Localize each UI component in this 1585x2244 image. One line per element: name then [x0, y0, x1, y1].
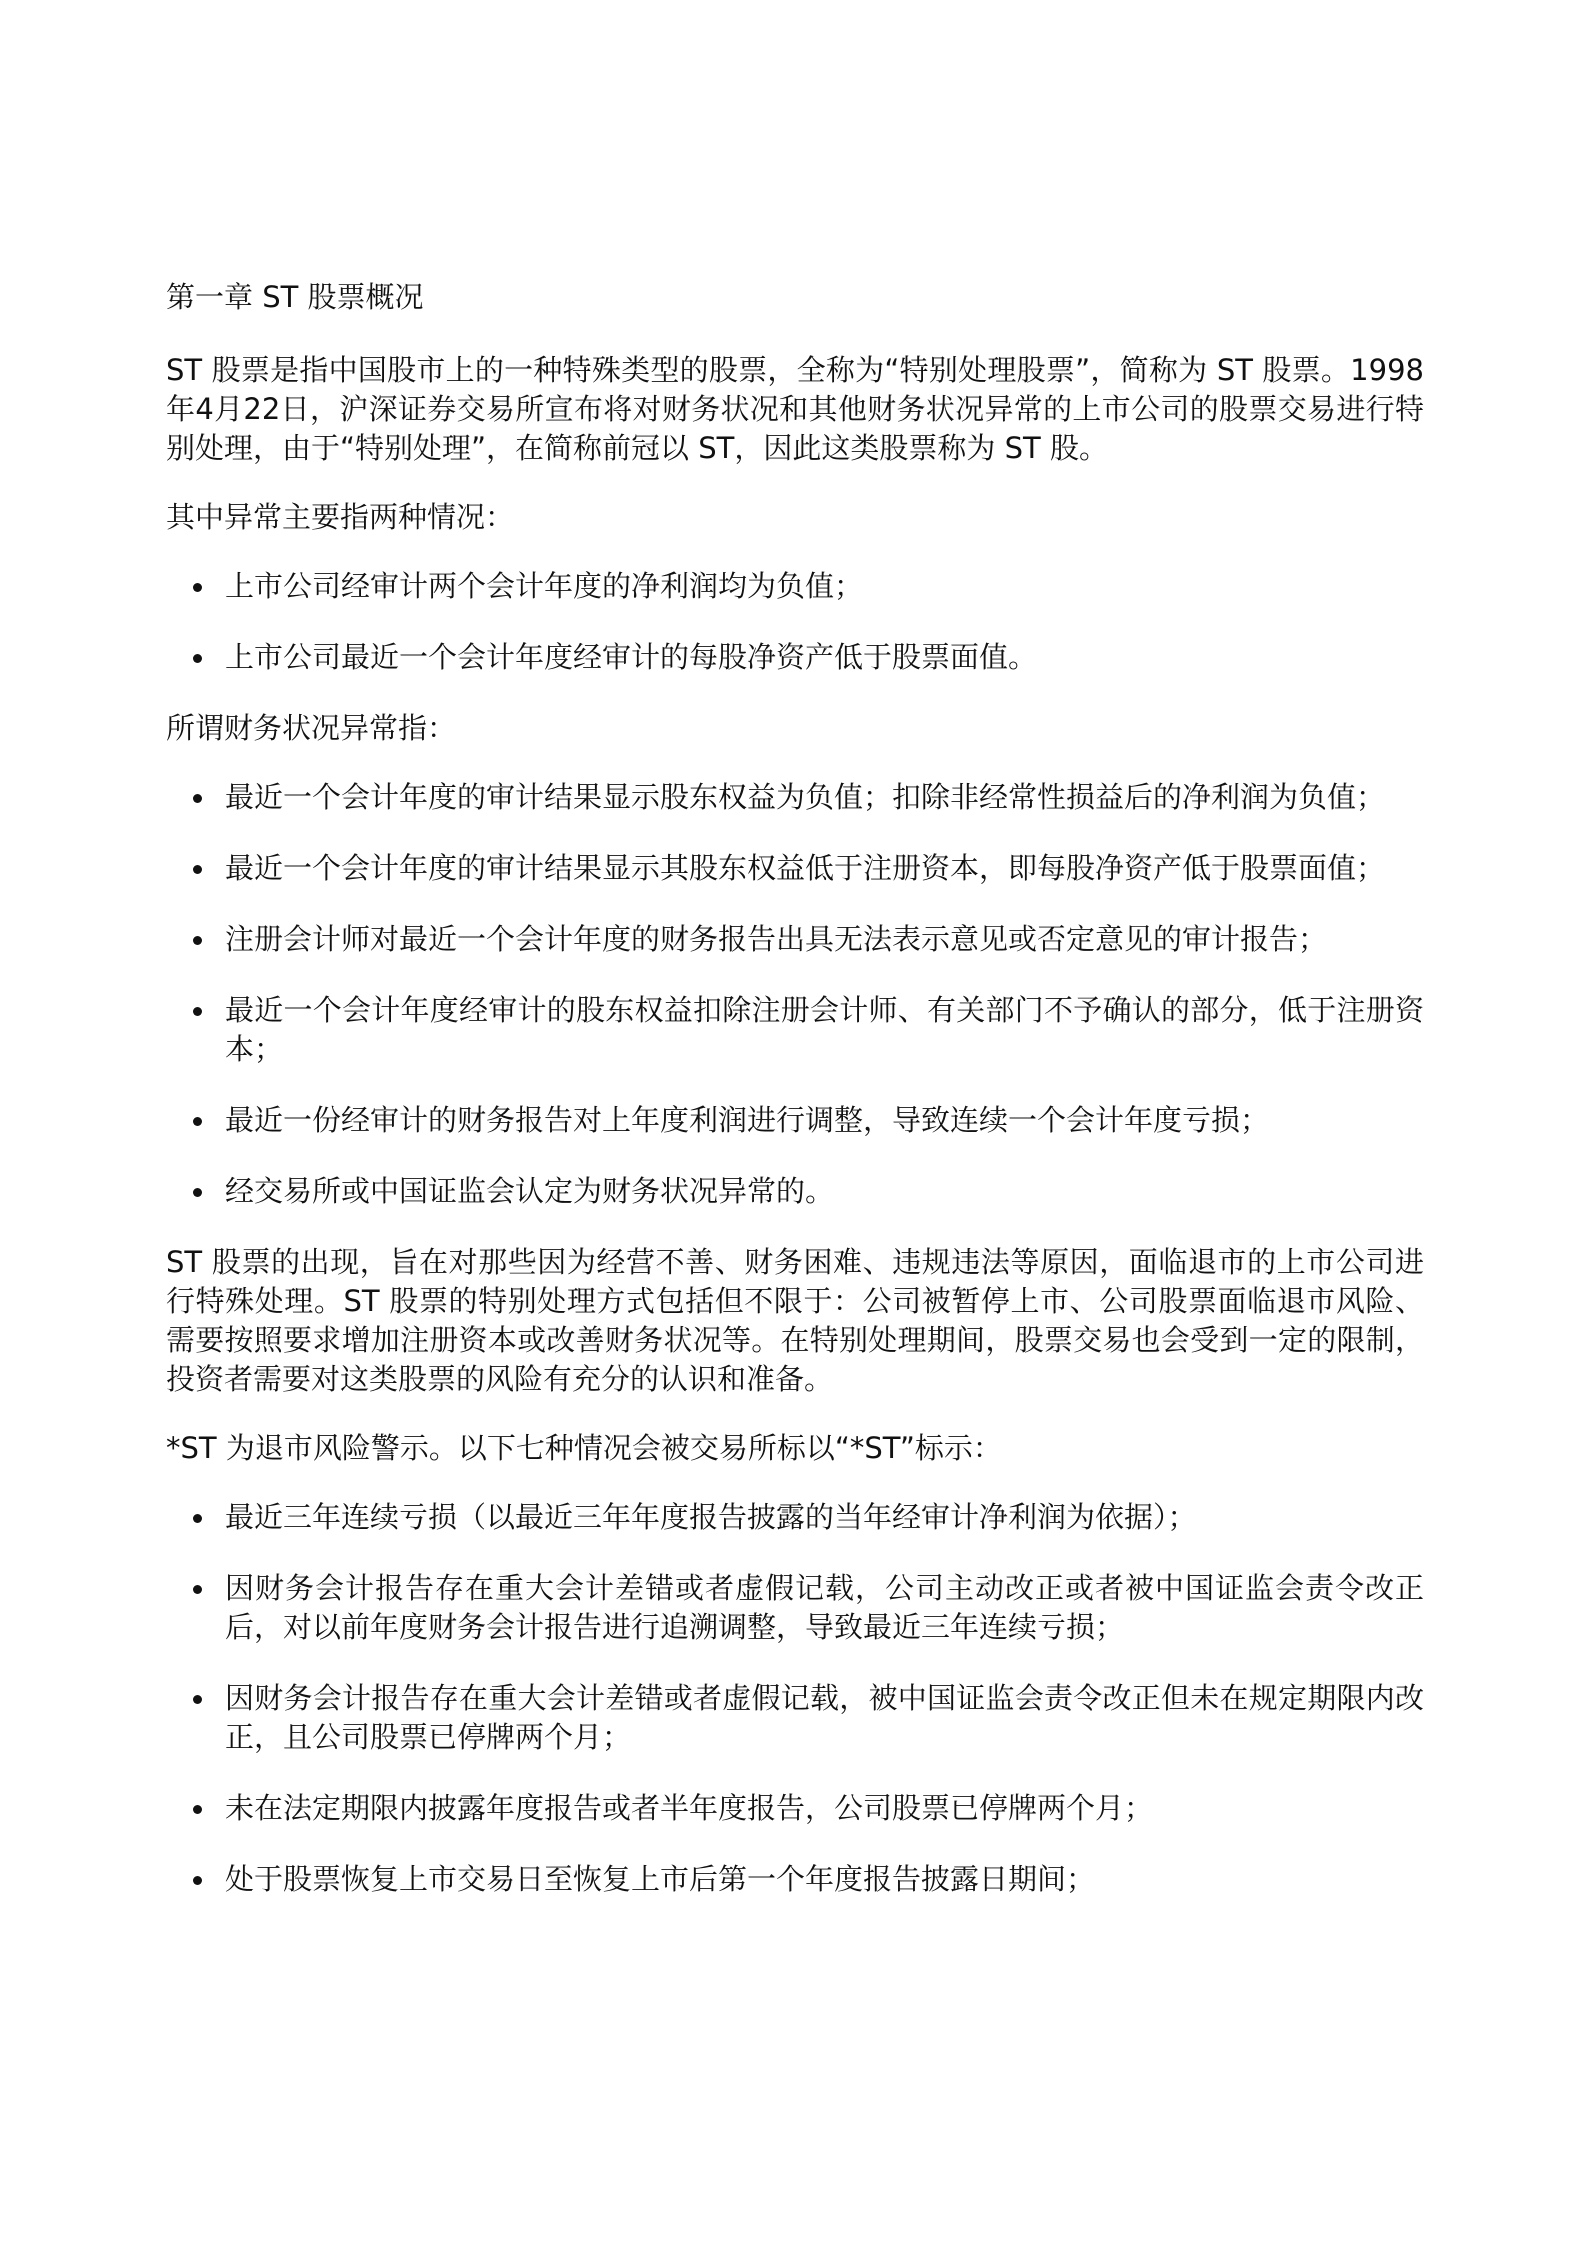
bullet-icon	[193, 794, 202, 803]
list-item-text: 经交易所或中国证监会认定为财务状况异常的。	[225, 1174, 835, 1208]
bullet-icon	[193, 1188, 202, 1197]
list-item	[166, 1172, 1424, 1211]
list-item-text: 最近一个会计年度的审计结果显示其股东权益低于注册资本，即每股净资产低于股票面值；	[225, 851, 1386, 885]
document-page	[166, 278, 1424, 1931]
star-st-intro: *ST 为退市风险警示。以下七种情况会被交易所标以“*ST”标示：	[166, 1431, 1002, 1465]
list-item	[166, 638, 1424, 677]
list-item-text: 因财务会计报告存在重大会计差错或者虚假记载，被中国证监会责令改正但未在规定期限内改正，且公司股票已停牌两个月；	[225, 1681, 1424, 1754]
list-item	[166, 567, 1424, 606]
bullet-icon	[193, 936, 202, 945]
list-item	[166, 1569, 1424, 1647]
list-item-text: 上市公司最近一个会计年度经审计的每股净资产低于股票面值。	[225, 640, 1038, 674]
list-item	[166, 1101, 1424, 1140]
list-item-text: 最近一份经审计的财务报告对上年度利润进行调整，导致连续一个会计年度亏损；	[225, 1103, 1270, 1137]
list-item-text: 最近一个会计年度经审计的股东权益扣除注册会计师、有关部门不予确认的部分，低于注册资本；	[225, 993, 1424, 1066]
abnormal-intro: 其中异常主要指两种情况：	[166, 500, 515, 534]
bullet-icon	[193, 1876, 202, 1885]
list-item	[166, 849, 1424, 888]
financial-list	[166, 778, 1424, 1211]
list-item	[166, 1789, 1424, 1828]
list-item-text: 未在法定期限内披露年度报告或者半年度报告，公司股票已停牌两个月；	[225, 1791, 1154, 1825]
list-item-text: 最近一个会计年度的审计结果显示股东权益为负值；扣除非经常性损益后的净利润为负值；	[225, 780, 1386, 814]
list-item	[166, 1679, 1424, 1757]
bullet-icon	[193, 1117, 202, 1126]
financial-intro: 所谓财务状况异常指：	[166, 711, 457, 745]
list-item-text: 因财务会计报告存在重大会计差错或者虚假记载，公司主动改正或者被中国证监会责令改正后，对以前年度财务会计报告进行追溯调整，导致最近三年连续亏损；	[225, 1571, 1424, 1644]
intro-paragraph: ST 股票是指中国股市上的一种特殊类型的股票，全称为“特别处理股票”，简称为 ST 股票。1998年4月22日，沪深证券交易所宣布将对财务状况和其他财务状况异常的上市公司的股票交易进行特别处理，由于“特别处理”，在简称前冠以 ST，因此这类股票称为 ST 股。	[166, 353, 1424, 465]
bullet-icon	[193, 654, 202, 663]
list-item	[166, 778, 1424, 817]
bullet-icon	[193, 583, 202, 592]
list-item-text: 最近三年连续亏损（以最近三年年度报告披露的当年经审计净利润为依据）；	[225, 1500, 1197, 1534]
bullet-icon	[193, 1695, 202, 1704]
bullet-icon	[193, 1805, 202, 1814]
bullet-icon	[193, 1007, 202, 1016]
star-st-list	[166, 1498, 1424, 1899]
bullet-icon	[193, 1514, 202, 1523]
bullet-icon	[193, 1585, 202, 1594]
list-item	[166, 1860, 1424, 1899]
list-item	[166, 991, 1424, 1069]
list-item-text: 处于股票恢复上市交易日至恢复上市后第一个年度报告披露日期间；	[225, 1862, 1096, 1896]
list-item-text: 上市公司经审计两个会计年度的净利润均为负值；	[225, 569, 864, 603]
chapter-title: 第一章 ST 股票概况	[166, 280, 424, 314]
list-item-text: 注册会计师对最近一个会计年度的财务报告出具无法表示意见或否定意见的审计报告；	[225, 922, 1328, 956]
list-item	[166, 1498, 1424, 1537]
list-item	[166, 920, 1424, 959]
purpose-paragraph: ST 股票的出现，旨在对那些因为经营不善、财务困难、违规违法等原因，面临退市的上市公司进行特殊处理。ST 股票的特别处理方式包括但不限于：公司被暂停上市、公司股票面临退市风险、需要按照要求增加注册资本或改善财务状况等。在特别处理期间，股票交易也会受到一定的限制，投资者需要对这类股票的风险有充分的认识和准备。	[166, 1245, 1424, 1396]
abnormal-list	[166, 567, 1424, 677]
bullet-icon	[193, 865, 202, 874]
